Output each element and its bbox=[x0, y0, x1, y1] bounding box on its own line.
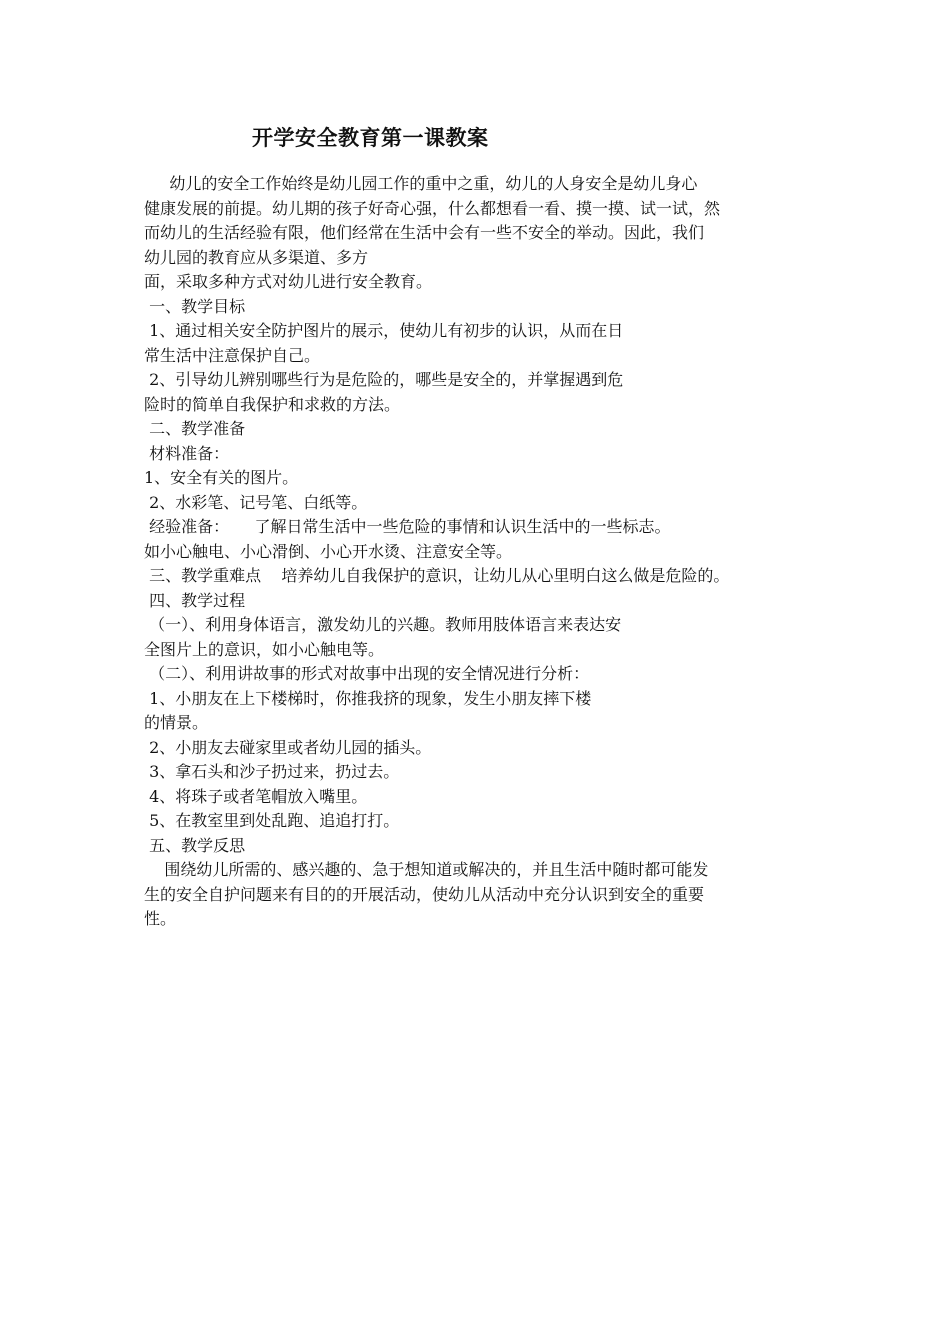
text-line: 如小心触电、小心滑倒、小心开水烫、注意安全等。 bbox=[144, 541, 513, 561]
text-line: 经验准备： 了解日常生活中一些危险的事情和认识生活中的一些标志。 bbox=[144, 517, 671, 536]
text-line: 2、引导幼儿辨别哪些行为是危险的，哪些是安全的，并掌握遇到危 bbox=[144, 370, 624, 389]
text-line: 健康发展的前提。幼儿期的孩子好奇心强，什么都想看一看、摸一摸、试一试，然 bbox=[144, 198, 721, 218]
text-line: 2、水彩笔、记号笔、白纸等。 bbox=[144, 492, 368, 512]
text-line: 性。 bbox=[144, 909, 177, 928]
text-line: 的情景。 bbox=[144, 713, 209, 732]
text-line: 险时的简单自我保护和求救的方法。 bbox=[144, 394, 401, 414]
text-line: （一）、利用身体语言，激发幼儿的兴趣。教师用肢体语言来表达安 bbox=[144, 615, 622, 634]
text-line: 三、教学重难点 培养幼儿自我保护的意识，让幼儿从心里明白这么做是危险的。 bbox=[144, 566, 730, 585]
text-line: 面，采取多种方式对幼儿进行安全教育。 bbox=[144, 272, 433, 291]
document-title: 开学安全教育第一课教案 bbox=[252, 126, 489, 150]
text-line: 5、在教室里到处乱跑、追追打打。 bbox=[144, 811, 400, 830]
text-line: 材料准备： bbox=[144, 443, 230, 463]
text-line: 而幼儿的生活经验有限，他们经常在生活中会有一些不安全的举动。因此，我们 bbox=[144, 223, 705, 242]
text-line: 3、拿石头和沙子扔过来，扔过去。 bbox=[144, 762, 400, 781]
text-line: 1、安全有关的图片。 bbox=[144, 468, 299, 487]
text-line: 幼儿园的教育应从多渠道、多方 bbox=[144, 247, 369, 267]
document-body bbox=[144, 172, 824, 932]
text-line: （二）、利用讲故事的形式对故事中出现的安全情况进行分析： bbox=[144, 664, 590, 683]
text-line: 四、教学过程 bbox=[144, 590, 246, 610]
text-line: 4、将珠子或者笔帽放入嘴里。 bbox=[144, 786, 368, 806]
text-line: 生的安全自护问题来有目的的开展活动，使幼儿从活动中充分认识到安全的重要 bbox=[144, 884, 705, 904]
text-line: 一、教学目标 bbox=[144, 296, 246, 316]
text-line: 二、教学准备 bbox=[144, 419, 246, 438]
text-line: 2、小朋友去碰家里或者幼儿园的插头。 bbox=[144, 737, 432, 757]
text-line: 1、小朋友在上下楼梯时，你推我挤的现象，发生小朋友摔下楼 bbox=[144, 688, 592, 708]
text-line: 围绕幼儿所需的、感兴趣的、急于想知道或解决的，并且生活中随时都可能发 bbox=[144, 860, 709, 879]
text-line: 幼儿的安全工作始终是幼儿园工作的重中之重，幼儿的人身安全是幼儿身心 bbox=[144, 174, 698, 193]
text-line: 常生活中注意保护自己。 bbox=[144, 345, 321, 365]
text-line: 五、教学反思 bbox=[144, 835, 246, 855]
text-line: 1、通过相关安全防护图片的展示，使幼儿有初步的认识，从而在日 bbox=[144, 321, 624, 340]
text-line: 全图片上的意识，如小心触电等。 bbox=[144, 639, 385, 659]
